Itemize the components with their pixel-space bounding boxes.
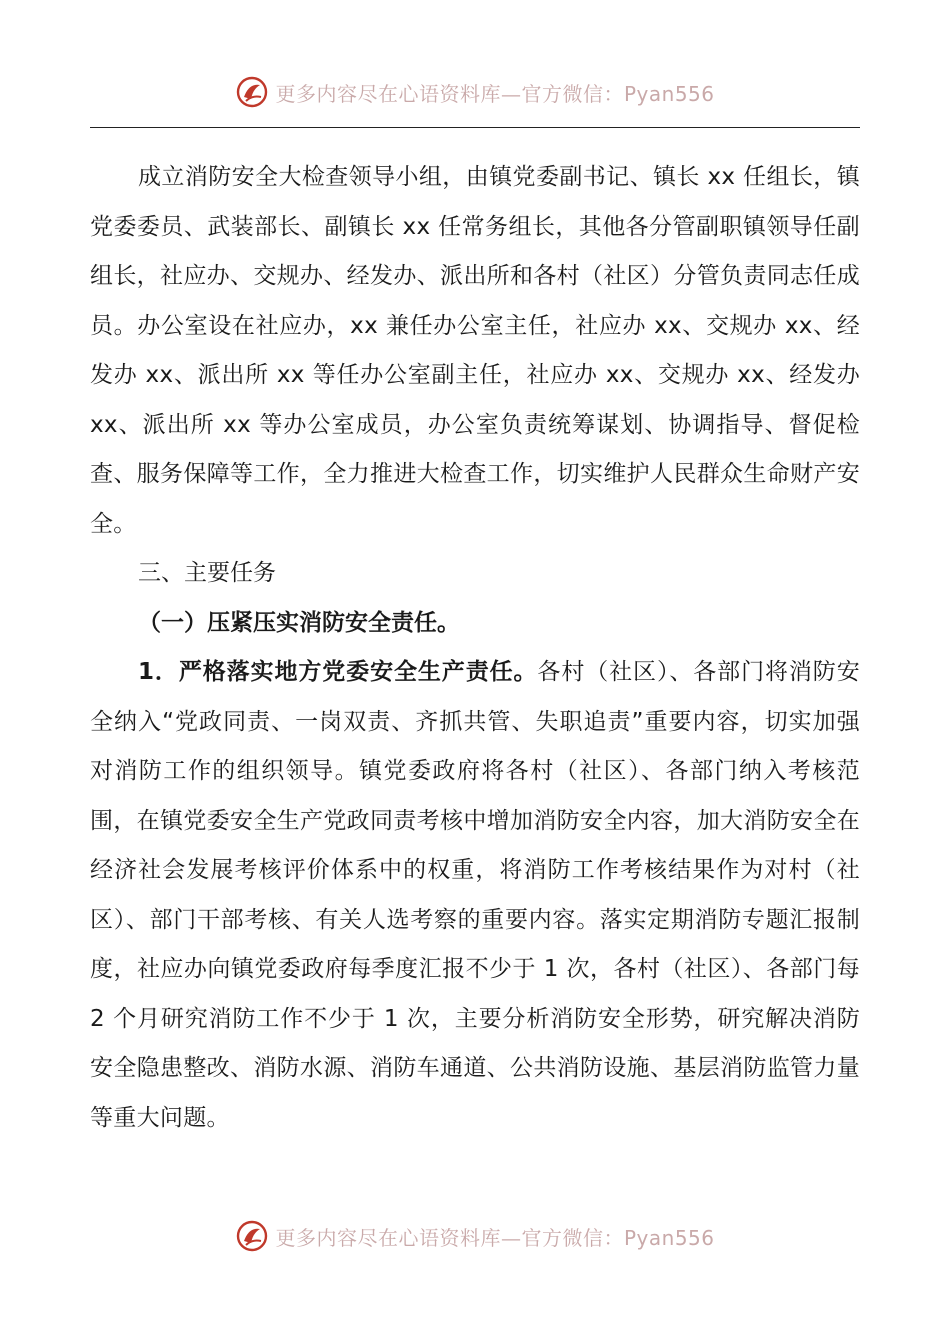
- header-divider: [90, 127, 860, 128]
- paragraph-item-1: [90, 648, 860, 1143]
- subsection-heading: （一）压紧压实消防安全责任。: [138, 609, 460, 636]
- header-banner-label: 更多内容尽在心语资料库—官方微信：: [275, 81, 624, 106]
- item-1-text: 各村（社区）、各部门将消防安全纳入“党政同责、一岗双责、齐抓共管、失职追责”重要内容，切实加强对消防工作的组织领导。镇党委政府将各村（社区）、各部门纳入考核范围，在镇党委安全生产党政同责考核中增加消防安全内容，加大消防安全在经济社会发展考核评价体系中的权重，将消防工作考核结果作为对村（社区）、部门干部考核、有关人选考察的重要内容。落实定期消防专题汇报制度，社应办向镇党委政府每季度汇报不少于 1 次，各村（社区）、各部门每 2 个月研究消防工作不少于 1 次，主要分析消防安全形势，研究解决消防安全隐患整改、消防水源、消防车通道、公共消防设施、基层消防监管力量等重大问题。: [90, 659, 861, 1131]
- header-banner: [0, 70, 950, 114]
- header-wechat-id: Pyan556: [623, 81, 715, 106]
- document-body: [90, 153, 860, 1143]
- header-banner-text: [275, 78, 714, 107]
- footer-banner-label: 更多内容尽在心语资料库—官方微信：: [275, 1225, 624, 1250]
- brand-logo-icon: [235, 1219, 269, 1253]
- footer-banner: [0, 1214, 950, 1258]
- paragraph-leadership-group: 成立消防安全大检查领导小组，由镇党委副书记、镇长 xx 任组长，镇党委委员、武装部长、副镇长 xx 任常务组长，其他各分管副职镇领导任副组长，社应办、交规办、经发办、派出所和各村（社区）分管负责同志任成员。办公室设在社应办，xx 兼任办公室主任，社应办 xx、交规办 xx、经发办 xx、派出所 xx 等任办公室副主任，社应办 xx、交规办 xx、经发办 xx、派出所 xx 等办公室成员，办公室负责统筹谋划、协调指导、督促检查、服务保障等工作，全力推进大检查工作，切实维护人民群众生命财产安全。: [90, 164, 860, 537]
- brand-logo-icon: [235, 75, 269, 109]
- section-heading: 三、主要任务: [138, 560, 276, 586]
- footer-banner-text: [275, 1222, 714, 1251]
- footer-wechat-id: Pyan556: [623, 1225, 715, 1250]
- item-1-lead: 1．严格落实地方党委安全生产责任。: [138, 659, 538, 685]
